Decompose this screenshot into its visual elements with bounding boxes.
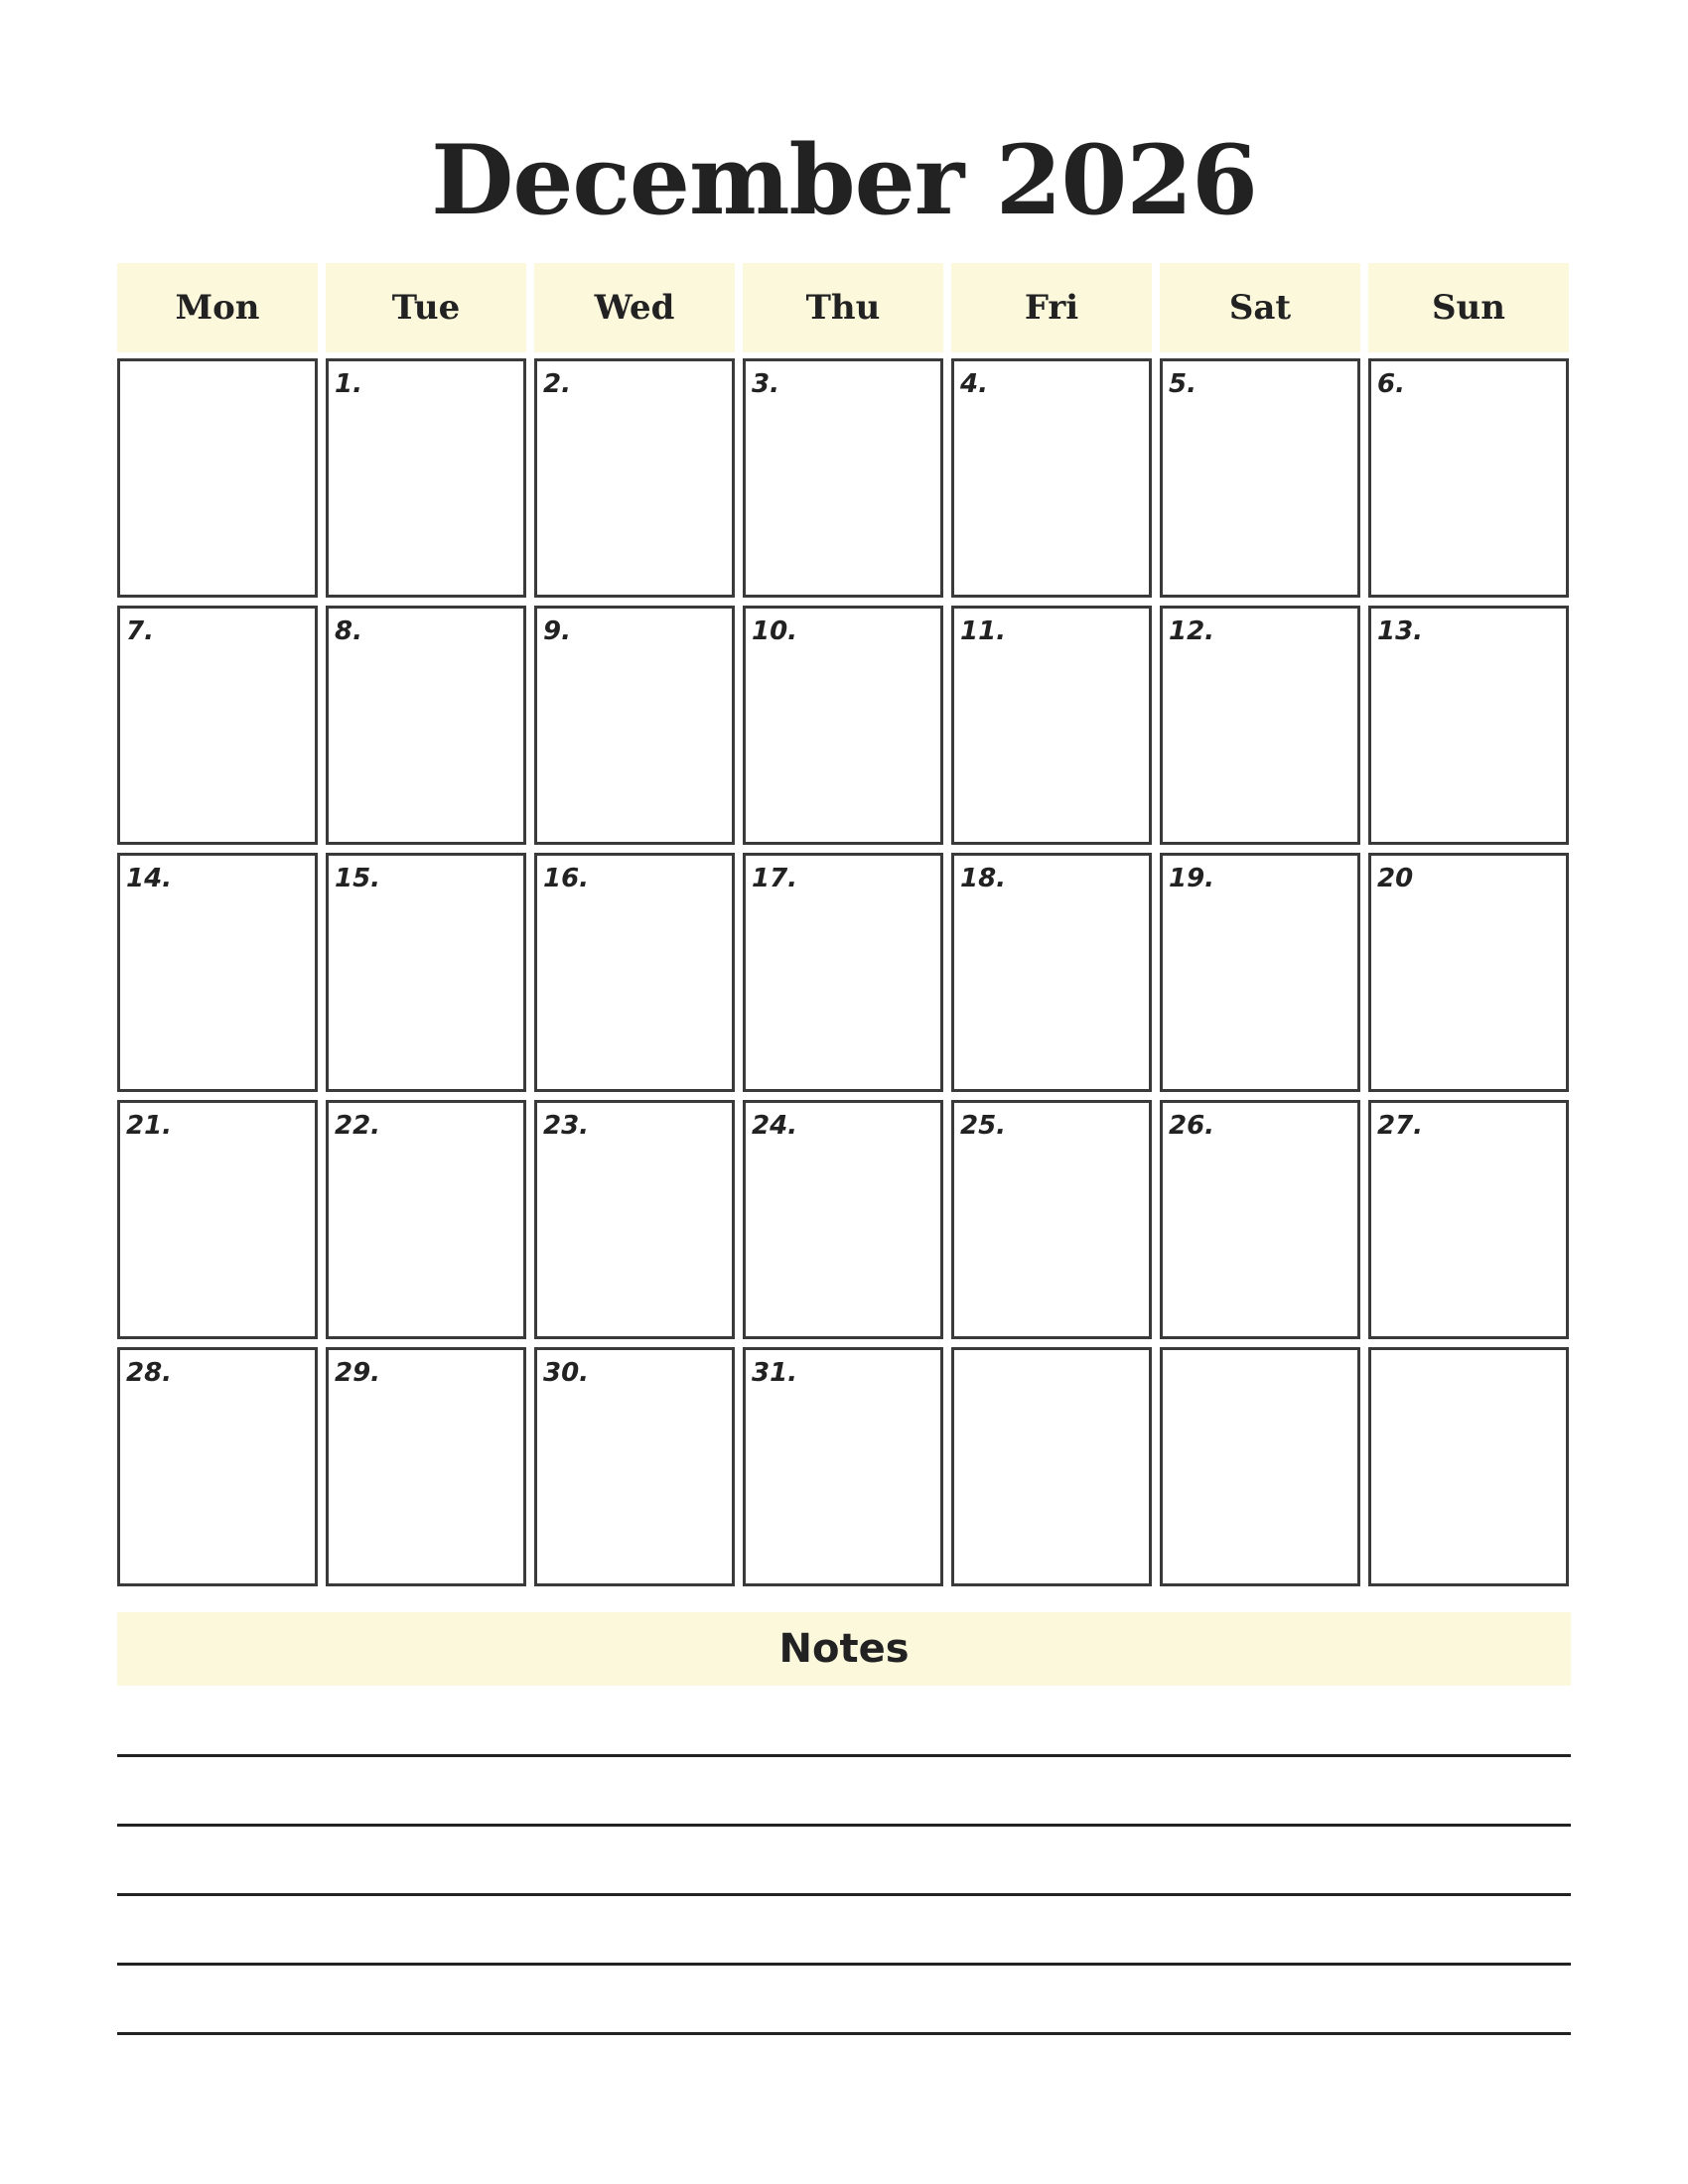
notes-line	[117, 1754, 1571, 1757]
day-cell	[117, 606, 318, 845]
day-cell	[534, 606, 735, 845]
weekday-sun: Sun	[1368, 263, 1569, 352]
day-number: 27.	[1377, 1111, 1424, 1141]
day-cell	[1160, 606, 1360, 845]
day-cell	[326, 1347, 526, 1586]
day-number: 3.	[752, 369, 779, 399]
day-cell	[1368, 853, 1569, 1092]
day-number: 21.	[126, 1111, 173, 1141]
weekday-sat: Sat	[1160, 263, 1360, 352]
day-number: 1.	[335, 369, 362, 399]
notes-line	[117, 1824, 1571, 1827]
day-cell	[326, 358, 526, 598]
day-cell	[743, 853, 943, 1092]
day-cell	[951, 358, 1152, 598]
notes-line	[117, 1893, 1571, 1896]
day-cell	[1160, 853, 1360, 1092]
day-number: 12.	[1169, 616, 1215, 646]
day-number: 10.	[752, 616, 798, 646]
day-cell	[117, 358, 318, 598]
day-number: 28.	[126, 1358, 173, 1388]
day-number: 11.	[960, 616, 1007, 646]
day-cell	[1368, 1100, 1569, 1339]
day-number: 9.	[543, 616, 571, 646]
day-number: 30.	[543, 1358, 590, 1388]
calendar-grid	[117, 358, 1571, 1585]
day-cell	[326, 853, 526, 1092]
day-cell	[1368, 606, 1569, 845]
day-number: 19.	[1169, 864, 1215, 893]
day-number: 4.	[960, 369, 988, 399]
day-number: 24.	[752, 1111, 798, 1141]
day-cell	[951, 853, 1152, 1092]
weekday-thu: Thu	[743, 263, 943, 352]
day-cell	[1160, 358, 1360, 598]
day-cell	[117, 1100, 318, 1339]
day-number: 18.	[960, 864, 1007, 893]
day-cell	[951, 606, 1152, 845]
day-cell	[534, 1347, 735, 1586]
day-cell	[743, 1100, 943, 1339]
day-cell	[1160, 1100, 1360, 1339]
day-number: 23.	[543, 1111, 590, 1141]
page-title: December 2026	[431, 124, 1257, 236]
weekday-wed: Wed	[534, 263, 735, 352]
day-number: 22.	[335, 1111, 381, 1141]
day-number: 16.	[543, 864, 590, 893]
day-number: 31.	[752, 1358, 798, 1388]
day-cell	[743, 1347, 943, 1586]
weekday-tue: Tue	[326, 263, 526, 352]
day-cell	[117, 1347, 318, 1586]
day-cell	[534, 1100, 735, 1339]
day-cell	[951, 1347, 1152, 1586]
day-number: 25.	[960, 1111, 1007, 1141]
day-number: 17.	[752, 864, 798, 893]
day-number: 14.	[126, 864, 173, 893]
day-cell	[326, 1100, 526, 1339]
notes-line	[117, 1963, 1571, 1966]
day-cell	[743, 358, 943, 598]
day-number: 26.	[1169, 1111, 1215, 1141]
day-number: 6.	[1377, 369, 1405, 399]
day-number: 20	[1377, 864, 1414, 893]
day-cell	[534, 358, 735, 598]
day-number: 13.	[1377, 616, 1424, 646]
notes-heading: Notes	[117, 1612, 1571, 1686]
notes-line	[117, 2032, 1571, 2035]
day-cell	[534, 853, 735, 1092]
day-number: 15.	[335, 864, 381, 893]
day-cell	[1368, 358, 1569, 598]
day-cell	[951, 1100, 1152, 1339]
day-number: 2.	[543, 369, 571, 399]
weekday-mon: Mon	[117, 263, 318, 352]
day-cell	[117, 853, 318, 1092]
day-cell	[743, 606, 943, 845]
weekday-header-row	[117, 263, 1571, 352]
day-cell	[1368, 1347, 1569, 1586]
weekday-fri: Fri	[951, 263, 1152, 352]
day-number: 5.	[1169, 369, 1196, 399]
day-number: 8.	[335, 616, 362, 646]
day-cell	[326, 606, 526, 845]
day-number: 7.	[126, 616, 154, 646]
day-cell	[1160, 1347, 1360, 1586]
day-number: 29.	[335, 1358, 381, 1388]
